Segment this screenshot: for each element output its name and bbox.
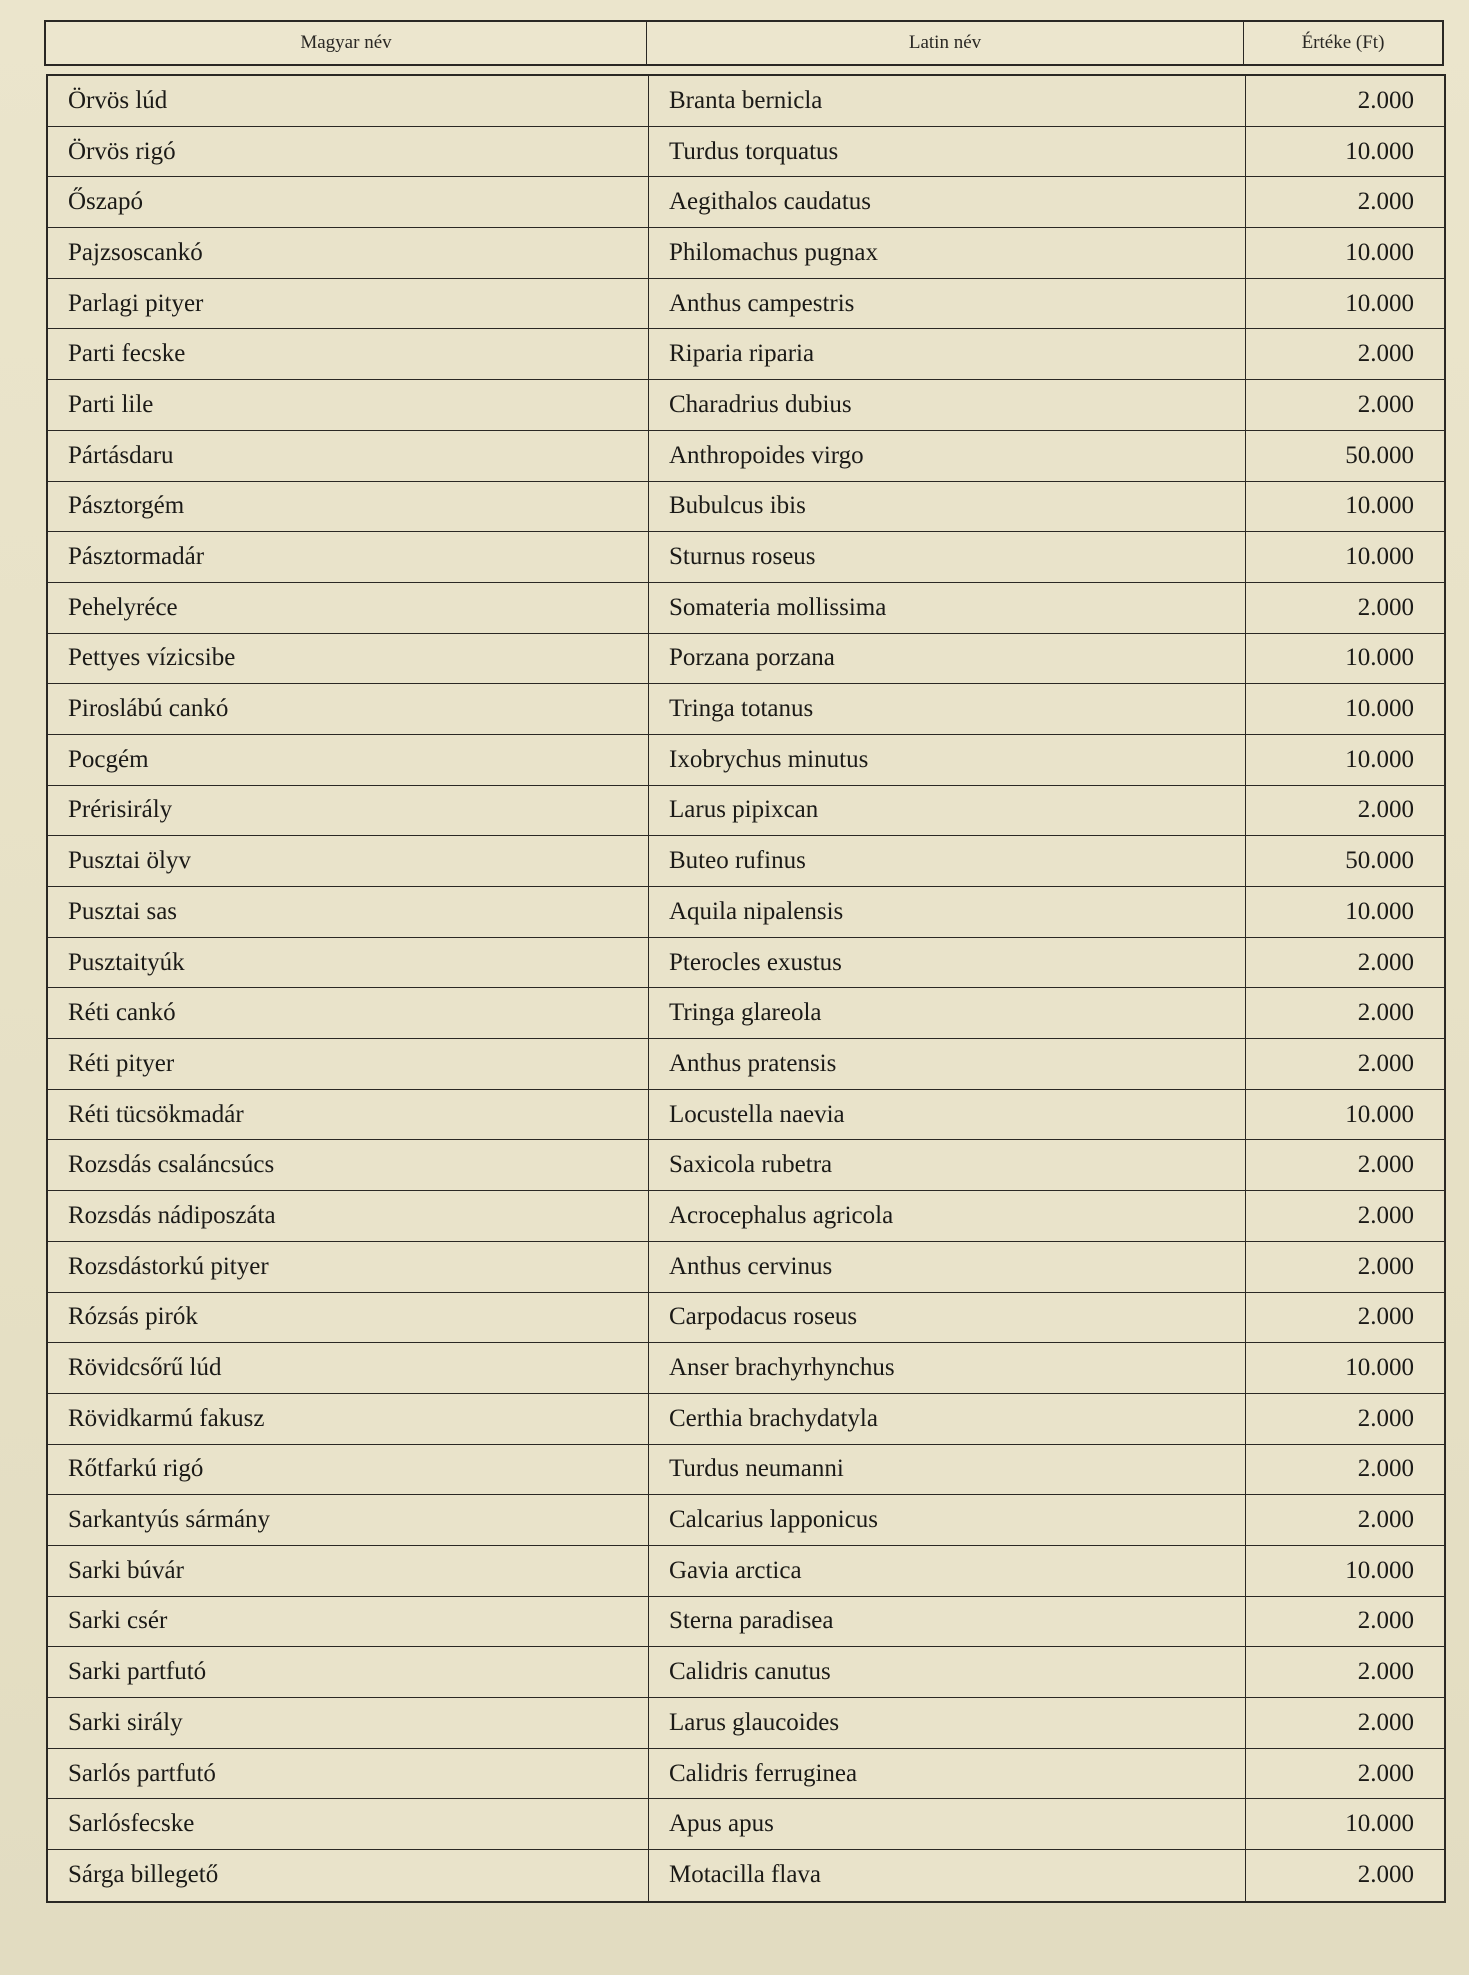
hungarian-name-cell: Pásztormadár (48, 532, 649, 582)
latin-name-cell: Anser brachyrhynchus (649, 1343, 1246, 1393)
table-row (48, 583, 1444, 634)
value-cell: 2.000 (1357, 390, 1414, 418)
table-row (48, 1090, 1444, 1141)
latin-name-cell: Locustella naevia (649, 1090, 1246, 1140)
latin-name-cell: Sturnus roseus (649, 532, 1246, 582)
value-cell: 2.000 (1357, 1455, 1414, 1483)
table-row (48, 482, 1444, 533)
value-cell: 2.000 (1357, 1303, 1414, 1331)
hungarian-name-cell: Sarki sirály (48, 1698, 649, 1748)
hungarian-name-cell: Parti fecske (48, 329, 649, 379)
hungarian-name-cell: Pásztorgém (48, 482, 649, 532)
value-cell: 10.000 (1345, 289, 1414, 317)
table-row (48, 735, 1444, 786)
value-cell: 2.000 (1357, 593, 1414, 621)
hungarian-name-cell: Rőtfarkú rigó (48, 1445, 649, 1495)
latin-name-cell: Motacilla flava (649, 1850, 1246, 1901)
value-cell: 2.000 (1357, 1201, 1414, 1229)
latin-name-cell: Calidris canutus (649, 1647, 1246, 1697)
latin-name-cell: Turdus torquatus (649, 127, 1246, 177)
value-cell: 2.000 (1357, 1252, 1414, 1280)
header-value: Értéke (Ft) (1301, 32, 1385, 53)
value-cell: 2.000 (1357, 86, 1414, 114)
table-row (48, 988, 1444, 1039)
latin-name-cell: Calidris ferruginea (649, 1749, 1246, 1799)
hungarian-name-cell: Őszapó (48, 177, 649, 227)
value-cell: 2.000 (1357, 948, 1414, 976)
latin-name-cell: Anthus cervinus (649, 1242, 1246, 1292)
value-cell: 10.000 (1345, 745, 1414, 773)
table-row (48, 279, 1444, 330)
latin-name-cell: Branta bernicla (649, 76, 1246, 126)
latin-name-cell: Calcarius lapponicus (649, 1495, 1246, 1545)
latin-name-cell: Apus apus (649, 1799, 1246, 1849)
hungarian-name-cell: Réti tücsökmadár (48, 1090, 649, 1140)
table-row (48, 1394, 1444, 1445)
hungarian-name-cell: Prérisirály (48, 786, 649, 836)
latin-name-cell: Philomachus pugnax (649, 228, 1246, 278)
latin-name-cell: Buteo rufinus (649, 836, 1246, 886)
value-cell: 10.000 (1345, 695, 1414, 723)
table-header (44, 20, 1444, 66)
table-row (48, 127, 1444, 178)
table-row (48, 1546, 1444, 1597)
table-row (48, 1850, 1444, 1901)
table-row (48, 1799, 1444, 1850)
latin-name-cell: Certhia brachydatyla (649, 1394, 1246, 1444)
value-cell: 50.000 (1345, 441, 1414, 469)
hungarian-name-cell: Rozsdás csaláncsúcs (48, 1140, 649, 1190)
hungarian-name-cell: Rozsdás nádiposzáta (48, 1191, 649, 1241)
value-cell: 2.000 (1357, 188, 1414, 216)
value-cell: 10.000 (1345, 1556, 1414, 1584)
latin-name-cell: Sterna paradisea (649, 1597, 1246, 1647)
latin-name-cell: Tringa glareola (649, 988, 1246, 1038)
species-table (46, 74, 1446, 1903)
table-row (48, 228, 1444, 279)
value-cell: 10.000 (1345, 238, 1414, 266)
table-row (48, 1597, 1444, 1648)
value-cell: 2.000 (1357, 1506, 1414, 1534)
latin-name-cell: Anthus pratensis (649, 1039, 1246, 1089)
latin-name-cell: Larus glaucoides (649, 1698, 1246, 1748)
table-row (48, 1749, 1444, 1800)
hungarian-name-cell: Sarki búvár (48, 1546, 649, 1596)
hungarian-name-cell: Parlagi pityer (48, 279, 649, 329)
hungarian-name-cell: Pusztai ölyv (48, 836, 649, 886)
hungarian-name-cell: Örvös rigó (48, 127, 649, 177)
latin-name-cell: Anthus campestris (649, 279, 1246, 329)
latin-name-cell: Acrocephalus agricola (649, 1191, 1246, 1241)
value-cell: 10.000 (1345, 137, 1414, 165)
hungarian-name-cell: Sarlósfecske (48, 1799, 649, 1849)
hungarian-name-cell: Rövidcsőrű lúd (48, 1343, 649, 1393)
table-row (48, 1293, 1444, 1344)
value-cell: 2.000 (1357, 1708, 1414, 1736)
hungarian-name-cell: Sarkantyús sármány (48, 1495, 649, 1545)
table-row (48, 1140, 1444, 1191)
hungarian-name-cell: Sarki partfutó (48, 1647, 649, 1697)
table-row (48, 1698, 1444, 1749)
latin-name-cell: Carpodacus roseus (649, 1293, 1246, 1343)
latin-name-cell: Anthropoides virgo (649, 431, 1246, 481)
header-latin-name: Latin név (647, 22, 1244, 64)
latin-name-cell: Charadrius dubius (649, 380, 1246, 430)
value-cell: 2.000 (1357, 1861, 1414, 1889)
value-cell: 2.000 (1357, 796, 1414, 824)
table-row (48, 177, 1444, 228)
value-cell: 10.000 (1345, 644, 1414, 672)
hungarian-name-cell: Sárga billegető (48, 1850, 649, 1901)
hungarian-name-cell: Piroslábú cankó (48, 684, 649, 734)
value-cell: 2.000 (1357, 1151, 1414, 1179)
hungarian-name-cell: Pettyes vízicsibe (48, 634, 649, 684)
hungarian-name-cell: Pajzsoscankó (48, 228, 649, 278)
hungarian-name-cell: Pocgém (48, 735, 649, 785)
value-cell: 2.000 (1357, 1049, 1414, 1077)
latin-name-cell: Riparia riparia (649, 329, 1246, 379)
table-row (48, 1242, 1444, 1293)
value-cell: 10.000 (1345, 543, 1414, 571)
table-row (48, 1495, 1444, 1546)
hungarian-name-cell: Parti lile (48, 380, 649, 430)
table-row (48, 938, 1444, 989)
latin-name-cell: Ixobrychus minutus (649, 735, 1246, 785)
value-cell: 2.000 (1357, 999, 1414, 1027)
table-row (48, 532, 1444, 583)
latin-name-cell: Saxicola rubetra (649, 1140, 1246, 1190)
value-cell: 2.000 (1357, 1607, 1414, 1635)
table-row (48, 380, 1444, 431)
value-cell: 2.000 (1357, 1404, 1414, 1432)
table-row (48, 431, 1444, 482)
header-hungarian-name: Magyar név (46, 22, 647, 64)
hungarian-name-cell: Sarki csér (48, 1597, 649, 1647)
hungarian-name-cell: Rövidkarmú fakusz (48, 1394, 649, 1444)
value-cell: 10.000 (1345, 1810, 1414, 1838)
table-row (48, 329, 1444, 380)
table-row (48, 684, 1444, 735)
table-row (48, 887, 1444, 938)
hungarian-name-cell: Pehelyréce (48, 583, 649, 633)
table-row (48, 786, 1444, 837)
table-row (48, 1343, 1444, 1394)
latin-name-cell: Tringa totanus (649, 684, 1246, 734)
hungarian-name-cell: Rozsdástorkú pityer (48, 1242, 649, 1292)
hungarian-name-cell: Pártásdaru (48, 431, 649, 481)
value-cell: 10.000 (1345, 492, 1414, 520)
latin-name-cell: Gavia arctica (649, 1546, 1246, 1596)
table-row (48, 1647, 1444, 1698)
latin-name-cell: Turdus neumanni (649, 1445, 1246, 1495)
latin-name-cell: Aquila nipalensis (649, 887, 1246, 937)
hungarian-name-cell: Pusztai sas (48, 887, 649, 937)
hungarian-name-cell: Sarlós partfutó (48, 1749, 649, 1799)
table-row (48, 1039, 1444, 1090)
hungarian-name-cell: Réti pityer (48, 1039, 649, 1089)
value-cell: 2.000 (1357, 1658, 1414, 1686)
latin-name-cell: Larus pipixcan (649, 786, 1246, 836)
value-cell: 2.000 (1357, 1759, 1414, 1787)
value-cell: 10.000 (1345, 1354, 1414, 1382)
value-cell: 10.000 (1345, 897, 1414, 925)
table-row (48, 836, 1444, 887)
latin-name-cell: Somateria mollissima (649, 583, 1246, 633)
hungarian-name-cell: Réti cankó (48, 988, 649, 1038)
latin-name-cell: Porzana porzana (649, 634, 1246, 684)
hungarian-name-cell: Pusztaityúk (48, 938, 649, 988)
value-cell: 10.000 (1345, 1100, 1414, 1128)
table-row (48, 1191, 1444, 1242)
table-row (48, 76, 1444, 127)
table-row (48, 1445, 1444, 1496)
value-cell: 2.000 (1357, 340, 1414, 368)
hungarian-name-cell: Örvös lúd (48, 76, 649, 126)
latin-name-cell: Pterocles exustus (649, 938, 1246, 988)
table-row (48, 634, 1444, 685)
latin-name-cell: Bubulcus ibis (649, 482, 1246, 532)
value-cell: 50.000 (1345, 847, 1414, 875)
latin-name-cell: Aegithalos caudatus (649, 177, 1246, 227)
hungarian-name-cell: Rózsás pirók (48, 1293, 649, 1343)
